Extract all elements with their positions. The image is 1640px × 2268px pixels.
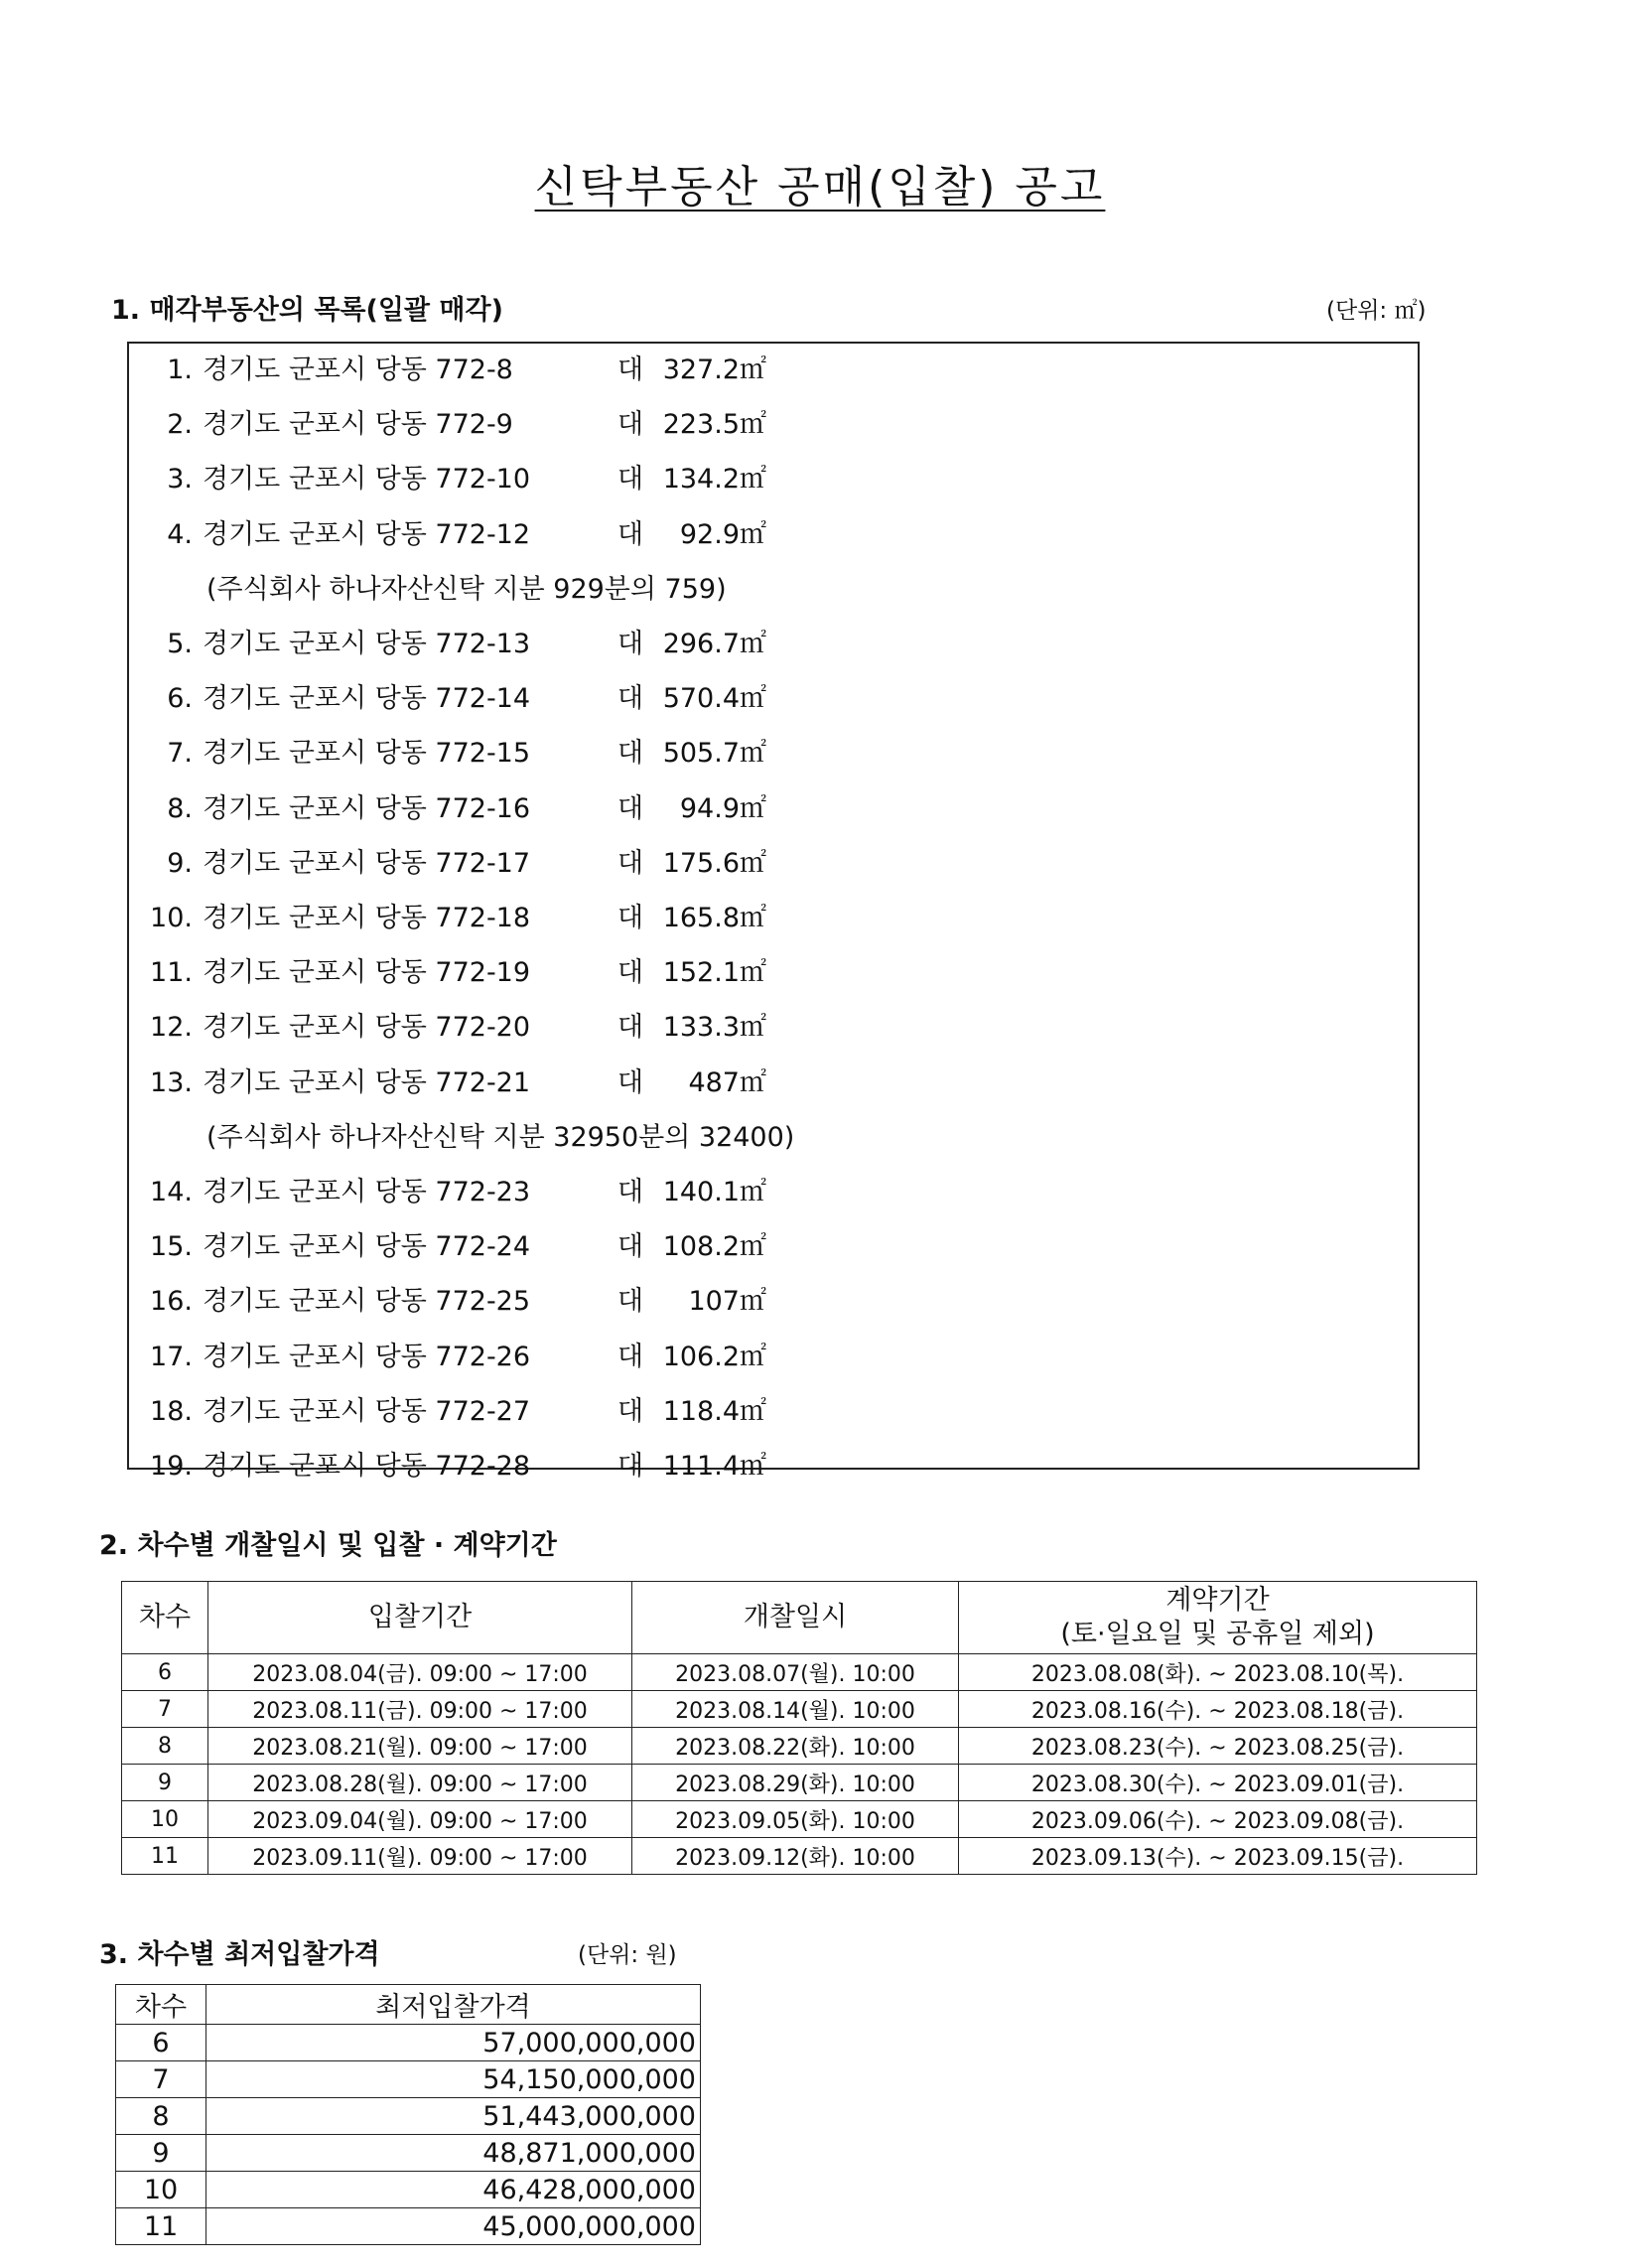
property-item xyxy=(139,841,766,880)
property-item xyxy=(139,950,766,989)
document-title xyxy=(0,151,1640,214)
cell-price: 51,443,000,000 xyxy=(206,2098,701,2135)
property-address: 경기도 군포시 당동 772-16 xyxy=(203,792,531,824)
property-address: 경기도 군포시 당동 772-14 xyxy=(203,683,531,715)
property-number: 11. xyxy=(150,957,193,989)
property-item xyxy=(139,1389,766,1428)
property-area: 296.7㎡ xyxy=(662,629,766,659)
cell-price-round: 10 xyxy=(116,2172,206,2208)
property-area: 152.1㎡ xyxy=(662,957,766,989)
schedule-row xyxy=(122,1801,1477,1838)
price-row xyxy=(116,2208,701,2245)
property-land-type: 대 xyxy=(617,1012,644,1044)
property-area: 175.6㎡ xyxy=(662,847,766,879)
cell-opening: 2023.08.14(월). 10:00 xyxy=(632,1691,959,1728)
cell-round: 6 xyxy=(122,1654,208,1691)
cell-bid-period: 2023.09.11(월). 09:00 ~ 17:00 xyxy=(208,1838,632,1875)
property-land-type: 대 xyxy=(617,792,644,824)
schedule-row xyxy=(122,1691,1477,1728)
property-item xyxy=(139,1335,766,1373)
cell-opening: 2023.09.05(화). 10:00 xyxy=(632,1801,959,1838)
header-contract-line1: 계약기간 xyxy=(1165,1585,1270,1616)
header-contract-line2: (토·일요일 및 공휴일 제외) xyxy=(1060,1619,1375,1649)
price-row xyxy=(116,2135,701,2172)
property-number: 16. xyxy=(150,1286,193,1318)
property-item xyxy=(139,348,766,386)
property-address: 경기도 군포시 당동 772-13 xyxy=(203,629,531,659)
property-address: 경기도 군포시 당동 772-26 xyxy=(203,1341,531,1372)
property-land-type: 대 xyxy=(617,738,644,770)
property-number: 19. xyxy=(150,1451,193,1482)
property-number: 4. xyxy=(167,518,193,550)
cell-opening: 2023.08.29(화). 10:00 xyxy=(632,1765,959,1801)
property-address: 경기도 군포시 당동 772-23 xyxy=(203,1177,531,1207)
property-number: 8. xyxy=(167,792,193,824)
property-area: 223.5㎡ xyxy=(662,409,766,441)
property-land-type: 대 xyxy=(617,464,644,496)
property-number: 1. xyxy=(167,354,193,385)
cell-round: 10 xyxy=(122,1801,208,1838)
cell-opening: 2023.08.22(화). 10:00 xyxy=(632,1728,959,1765)
property-address: 경기도 군포시 당동 772-20 xyxy=(203,1012,531,1044)
property-land-type: 대 xyxy=(617,629,644,659)
header-contract xyxy=(959,1582,1477,1654)
property-area: 118.4㎡ xyxy=(662,1395,766,1427)
property-area: 165.8㎡ xyxy=(662,903,766,933)
cell-price: 48,871,000,000 xyxy=(206,2135,701,2172)
cell-price-round: 7 xyxy=(116,2061,206,2098)
cell-opening: 2023.09.12(화). 10:00 xyxy=(632,1838,959,1875)
share-note: (주식회사 하나자산신탁 지분 929분의 759) xyxy=(206,573,727,605)
property-land-type: 대 xyxy=(617,903,644,933)
cell-price-round: 9 xyxy=(116,2135,206,2172)
property-number: 3. xyxy=(167,464,193,496)
property-land-type: 대 xyxy=(617,1066,644,1098)
property-area: 505.7㎡ xyxy=(662,738,766,770)
property-address: 경기도 군포시 당동 772-8 xyxy=(203,354,513,385)
property-item xyxy=(139,622,766,660)
property-address: 경기도 군포시 당동 772-10 xyxy=(203,464,531,496)
cell-round: 11 xyxy=(122,1838,208,1875)
property-area: 94.9㎡ xyxy=(679,792,766,824)
section3-unit: (단위: 원) xyxy=(578,1942,677,1968)
cell-contract: 2023.08.30(수). ~ 2023.09.01(금). xyxy=(959,1765,1477,1801)
property-number: 14. xyxy=(150,1177,193,1207)
cell-round: 8 xyxy=(122,1728,208,1765)
cell-price-round: 11 xyxy=(116,2208,206,2245)
property-number: 10. xyxy=(150,903,193,933)
property-area: 108.2㎡ xyxy=(662,1231,766,1263)
cell-price: 57,000,000,000 xyxy=(206,2025,701,2061)
property-area: 92.9㎡ xyxy=(679,518,766,550)
property-number: 17. xyxy=(150,1341,193,1372)
property-item xyxy=(139,1170,766,1208)
title-text: 신탁부동산 공매(입찰) 공고 xyxy=(534,162,1106,213)
property-address: 경기도 군포시 당동 772-12 xyxy=(203,518,531,550)
property-land-type: 대 xyxy=(617,957,644,989)
property-number: 6. xyxy=(167,683,193,715)
cell-round: 9 xyxy=(122,1765,208,1801)
property-area: 111.4㎡ xyxy=(662,1451,766,1482)
property-land-type: 대 xyxy=(617,518,644,550)
schedule-header-row xyxy=(122,1582,1477,1654)
property-land-type: 대 xyxy=(617,409,644,441)
property-area: 133.3㎡ xyxy=(662,1012,766,1044)
share-note: (주식회사 하나자산신탁 지분 32950분의 32400) xyxy=(206,1121,795,1153)
schedule-row xyxy=(122,1838,1477,1875)
property-land-type: 대 xyxy=(617,1341,644,1372)
property-address: 경기도 군포시 당동 772-21 xyxy=(203,1066,531,1098)
cell-price: 46,428,000,000 xyxy=(206,2172,701,2208)
price-row xyxy=(116,2172,701,2208)
property-number: 15. xyxy=(150,1231,193,1263)
property-address: 경기도 군포시 당동 772-18 xyxy=(203,903,531,933)
property-number: 13. xyxy=(150,1066,193,1098)
property-item xyxy=(139,1061,766,1099)
cell-round: 7 xyxy=(122,1691,208,1728)
property-land-type: 대 xyxy=(617,847,644,879)
property-land-type: 대 xyxy=(617,1395,644,1427)
section3-heading: 3. 차수별 최저입찰가격 xyxy=(99,1939,380,1970)
property-land-type: 대 xyxy=(617,1451,644,1482)
cell-bid-period: 2023.08.04(금). 09:00 ~ 17:00 xyxy=(208,1654,632,1691)
cell-contract: 2023.09.13(수). ~ 2023.09.15(금). xyxy=(959,1838,1477,1875)
property-area: 487㎡ xyxy=(688,1066,766,1098)
price-header-row xyxy=(116,1985,701,2025)
property-item xyxy=(139,402,766,441)
property-land-type: 대 xyxy=(617,683,644,715)
property-address: 경기도 군포시 당동 772-19 xyxy=(203,957,531,989)
property-area: 140.1㎡ xyxy=(662,1177,766,1207)
header-price-round: 차수 xyxy=(116,1985,206,2025)
price-row xyxy=(116,2098,701,2135)
section1-unit: (단위: ㎡) xyxy=(1326,298,1427,324)
property-item xyxy=(139,1444,766,1483)
cell-price: 54,150,000,000 xyxy=(206,2061,701,2098)
property-number: 5. xyxy=(167,629,193,659)
cell-contract: 2023.08.23(수). ~ 2023.08.25(금). xyxy=(959,1728,1477,1765)
cell-contract: 2023.09.06(수). ~ 2023.09.08(금). xyxy=(959,1801,1477,1838)
property-item xyxy=(139,1005,766,1044)
section2-heading: 2. 차수별 개찰일시 및 입찰 · 계약기간 xyxy=(99,1530,557,1561)
cell-price-round: 6 xyxy=(116,2025,206,2061)
property-number: 2. xyxy=(167,409,193,441)
property-land-type: 대 xyxy=(617,1231,644,1263)
property-address: 경기도 군포시 당동 772-15 xyxy=(203,738,531,770)
property-number: 9. xyxy=(167,847,193,879)
property-area: 107㎡ xyxy=(688,1286,766,1318)
cell-bid-period: 2023.08.28(월). 09:00 ~ 17:00 xyxy=(208,1765,632,1801)
property-area: 134.2㎡ xyxy=(662,464,766,496)
cell-opening: 2023.08.07(월). 10:00 xyxy=(632,1654,959,1691)
property-area: 327.2㎡ xyxy=(662,354,766,385)
schedule-row xyxy=(122,1728,1477,1765)
property-number: 18. xyxy=(150,1395,193,1427)
cell-price: 45,000,000,000 xyxy=(206,2208,701,2245)
cell-contract: 2023.08.16(수). ~ 2023.08.18(금). xyxy=(959,1691,1477,1728)
property-address: 경기도 군포시 당동 772-24 xyxy=(203,1231,531,1263)
cell-contract: 2023.08.08(화). ~ 2023.08.10(목). xyxy=(959,1654,1477,1691)
price-row xyxy=(116,2061,701,2098)
property-item xyxy=(139,731,766,770)
property-land-type: 대 xyxy=(617,1177,644,1207)
property-item xyxy=(139,1224,766,1263)
cell-price-round: 8 xyxy=(116,2098,206,2135)
price-row xyxy=(116,2025,701,2061)
schedule-row xyxy=(122,1654,1477,1691)
schedule-row xyxy=(122,1765,1477,1801)
cell-bid-period: 2023.08.21(월). 09:00 ~ 17:00 xyxy=(208,1728,632,1765)
property-number: 12. xyxy=(150,1012,193,1044)
property-address: 경기도 군포시 당동 772-27 xyxy=(203,1395,531,1427)
header-opening: 개찰일시 xyxy=(632,1582,959,1654)
property-address: 경기도 군포시 당동 772-9 xyxy=(203,409,513,441)
header-price: 최저입찰가격 xyxy=(206,1985,701,2025)
property-area: 106.2㎡ xyxy=(662,1341,766,1372)
property-item xyxy=(139,457,766,496)
property-address: 경기도 군포시 당동 772-25 xyxy=(203,1286,531,1318)
schedule-table xyxy=(121,1581,1477,1875)
property-item xyxy=(139,1279,766,1318)
property-land-type: 대 xyxy=(617,354,644,385)
property-area: 570.4㎡ xyxy=(662,683,766,715)
property-item xyxy=(139,676,766,715)
header-round: 차수 xyxy=(122,1582,208,1654)
property-item xyxy=(139,512,766,551)
property-land-type: 대 xyxy=(617,1286,644,1318)
section1-heading: 1. 매각부동산의 목록(일괄 매각) xyxy=(111,295,503,326)
price-table xyxy=(115,1984,701,2245)
property-item xyxy=(139,786,766,825)
property-number: 7. xyxy=(167,738,193,770)
property-address: 경기도 군포시 당동 772-28 xyxy=(203,1451,531,1482)
property-address: 경기도 군포시 당동 772-17 xyxy=(203,847,531,879)
cell-bid-period: 2023.08.11(금). 09:00 ~ 17:00 xyxy=(208,1691,632,1728)
cell-bid-period: 2023.09.04(월). 09:00 ~ 17:00 xyxy=(208,1801,632,1838)
property-item xyxy=(139,896,766,934)
header-bid-period: 입찰기간 xyxy=(208,1582,632,1654)
